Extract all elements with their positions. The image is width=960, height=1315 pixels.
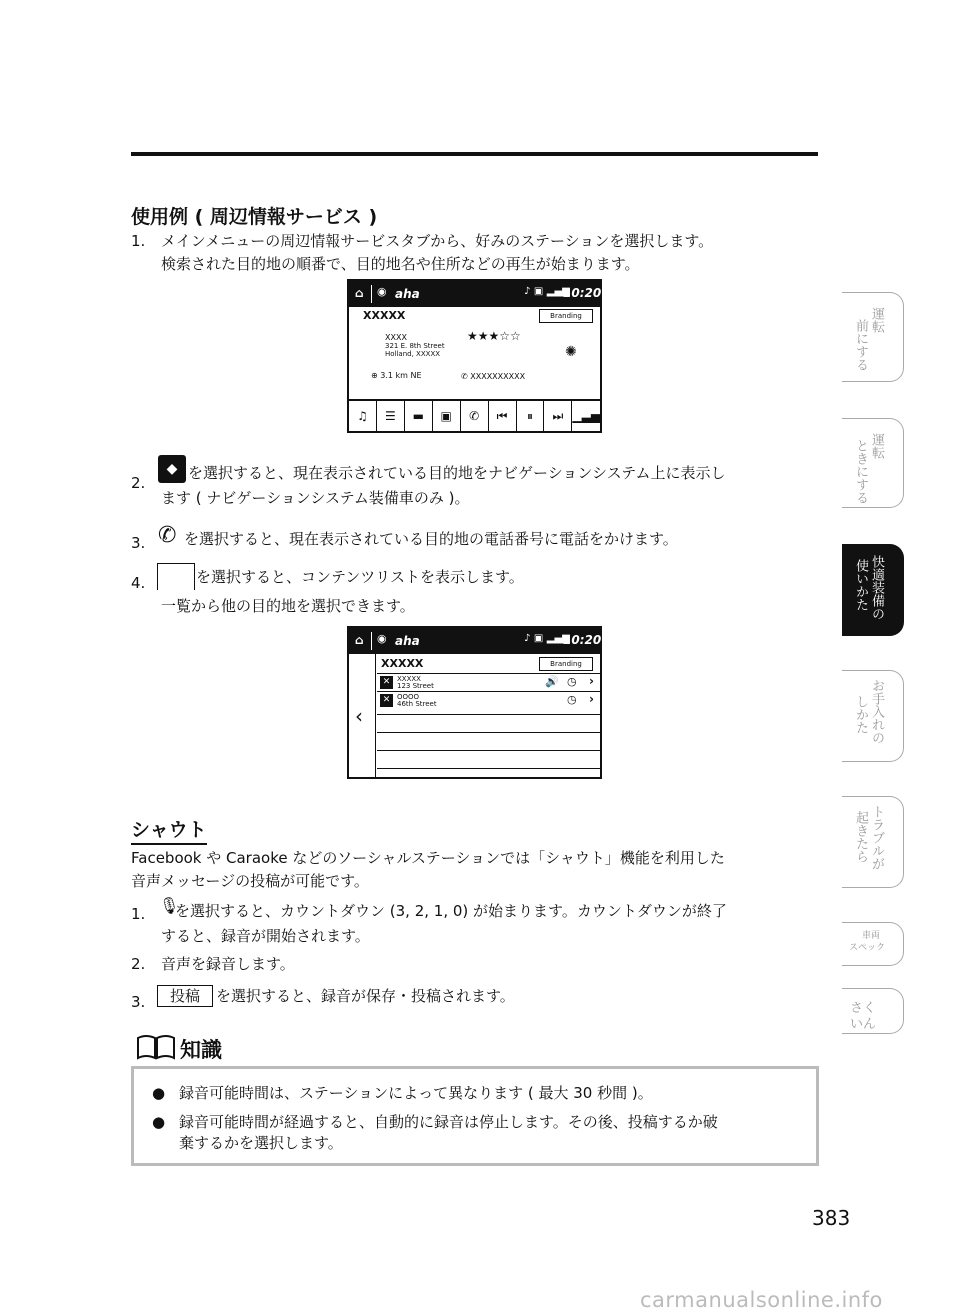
tab-label: 車両 [861,931,880,941]
shout-step3-text: を選択すると、録音が保存・投稿されます。 [216,987,515,1005]
place-name: XXXX [385,333,407,342]
shout-step2-number: 2. [131,955,146,973]
tab-label: 運転 [869,433,884,459]
microphone-icon: 🎙 [159,896,180,915]
rating-stars-icon: ★★★☆☆ [467,329,521,343]
step1-text-line2: 検索された目的地の順番で、目的地名や住所などの再生が始まります。 [161,255,640,273]
screen-station-playing [347,279,602,433]
shout-step3-number: 3. [131,993,146,1011]
status-bar-2 [349,628,600,654]
shout-step1-line1: を選択すると、カウントダウン (3, 2, 1, 0) が始まります。カウントダウンが終了 [175,902,727,920]
placeholder-image-icon: ✕ [380,676,393,689]
book-icon [136,1034,176,1060]
tab-while-driving[interactable] [842,418,904,508]
bullet-icon: ● [152,1084,166,1102]
placeholder-image-icon: ✕ [380,694,393,707]
list-item-empty[interactable] [377,750,600,768]
tab-index[interactable] [842,988,904,1034]
shout-step2-text: 音声を録音します。 [161,955,295,973]
compass-icon: ⊕ [371,371,378,380]
clock-icon: ◷ [567,675,577,688]
phone-icon[interactable]: ✆ [461,401,489,431]
equalizer-icon[interactable]: ▁▃▅ [572,409,601,423]
tab-label: しかた [853,695,868,734]
post-button: 投稿 [157,985,213,1007]
step2-number: 2. [131,474,146,492]
signal-icon: ♪ ▣ ▂▄▆ [524,286,570,297]
branding-label: Branding [539,309,593,323]
item-sub: 46th Street [397,700,437,708]
list-item[interactable] [377,673,600,691]
address-line2: Holland, XXXXX [385,350,441,358]
clock-2: 10:20 [563,633,602,647]
tab-troubleshooting[interactable] [842,796,904,888]
knowledge-box [131,1066,819,1166]
clock: 10:20 [563,286,602,300]
tab-before-driving[interactable] [842,292,904,382]
list-item-empty[interactable] [377,768,600,786]
knowledge-bullet2-line2: 棄するかを選択します。 [179,1134,343,1152]
aha-logo-icon: ◉ [377,285,387,298]
tab-label: いん [850,1017,877,1032]
screen-content-list [347,626,602,779]
top-rule [131,152,818,156]
home-icon-2[interactable]: ⌂ [355,633,364,647]
knowledge-bullet2-line1: 録音可能時間が経過すると、自動的に録音は停止します。その後、投稿するか破 [179,1113,718,1131]
music-note-icon[interactable]: ♫ [349,401,377,431]
phone-value: XXXXXXXXXX [470,372,526,381]
aha-logo-icon-2: ◉ [377,632,387,645]
map-pin-button-icon: ◆ [158,455,186,483]
tab-label: 起きたら [853,811,868,863]
status-bar [349,281,600,307]
map-pin-icon[interactable]: ▣ [433,401,461,431]
bullet-icon: ● [152,1113,166,1131]
page-number: 383 [812,1206,851,1230]
tab-label: 快適装備の [869,555,884,620]
pause-icon[interactable]: ⏸ [517,401,545,431]
item-name: XXXXX [397,675,421,683]
step1-text-line1: メインメニューの周辺情報サービスタブから、好みのステーションを選択します。 [161,232,714,250]
step4-number: 4. [131,574,146,592]
step2-text-line1: を選択すると、現在表示されている目的地をナビゲーションシステム上に表示し [188,464,726,482]
tab-vehicle-specs[interactable] [842,922,904,966]
step3-number: 3. [131,534,146,552]
item-sub: 123 Street [397,682,434,690]
distance-label [371,371,422,380]
step3-text: を選択すると、現在表示されている目的地の電話番号に電話をかけます。 [184,530,678,548]
list-item[interactable] [377,691,600,709]
phone-label [461,372,525,381]
phone-button-icon: ✆ [158,523,177,548]
tab-label: さく [850,1001,877,1016]
list-icon[interactable]: ☰ [377,401,405,431]
tab-label: 運転 [869,307,884,333]
section-title: 使用例 ( 周辺情報サービス ) [131,206,378,228]
loading-spinner-icon: ✺ [565,344,577,360]
phone-small-icon: ✆ [461,372,468,381]
folder-icon[interactable]: ▬ [405,401,433,431]
tab-label: トラブルが [869,805,884,870]
previous-icon[interactable]: ⏮ [489,401,517,431]
list-title: XXXXX [381,657,424,670]
tab-label: 前にする [853,319,868,371]
list-button-icon [157,563,195,590]
watermark: carmanualsonline.info [640,1288,883,1312]
tab-label: お手入れの [869,679,884,744]
step4-text: を選択すると、コンテンツリストを表示します。 [196,568,524,586]
control-bar [349,399,600,431]
tab-label: スペック [848,943,885,953]
shout-step1-line2: すると、録音が開始されます。 [161,927,370,945]
knowledge-title: 知識 [180,1038,222,1062]
distance-value: 3.1 km NE [380,371,422,380]
chevron-right-icon: › [589,674,594,688]
app-name-2: aha [395,634,420,648]
shout-intro-line1: Facebook や Caraoke などのソーシャルステーションでは「シャウト」機能を利用した [131,849,725,867]
tab-comfort-features[interactable] [842,544,904,636]
tab-label: ときにする [853,439,868,504]
address-line1: 321 E. 8th Street [385,342,445,350]
signal-icon-2: ♪ ▣ ▂▄▆ [524,633,570,644]
chevron-right-icon: › [589,692,594,706]
step4-text-line2: 一覧から他の目的地を選択できます。 [161,597,415,615]
tab-label: 使いかた [853,559,868,611]
shout-intro-line2: 音声メッセージの投稿が可能です。 [131,872,369,890]
home-icon[interactable]: ⌂ [355,286,364,300]
branding-label-2: Branding [539,657,593,671]
shout-title: シャウト [131,815,207,845]
back-chevron-icon[interactable]: ‹ [355,704,363,728]
item-name: OOOO [397,693,420,701]
step2-text-line2: ます ( ナビゲーションシステム装備車のみ )。 [161,489,470,507]
app-name: aha [395,287,420,301]
tab-maintenance[interactable] [842,670,904,762]
station-title: XXXXX [363,309,406,322]
clock-icon: ◷ [567,693,577,706]
shout-step1-number: 1. [131,905,146,923]
list-item-empty[interactable] [377,714,600,732]
step1-number: 1. [131,232,146,250]
next-icon[interactable]: ⏭ [544,401,572,431]
knowledge-bullet1: 録音可能時間は、ステーションによって異なります ( 最大 30 秒間 )。 [179,1084,653,1102]
speaker-icon: 🔊 [545,675,559,688]
list-item-empty[interactable] [377,732,600,750]
